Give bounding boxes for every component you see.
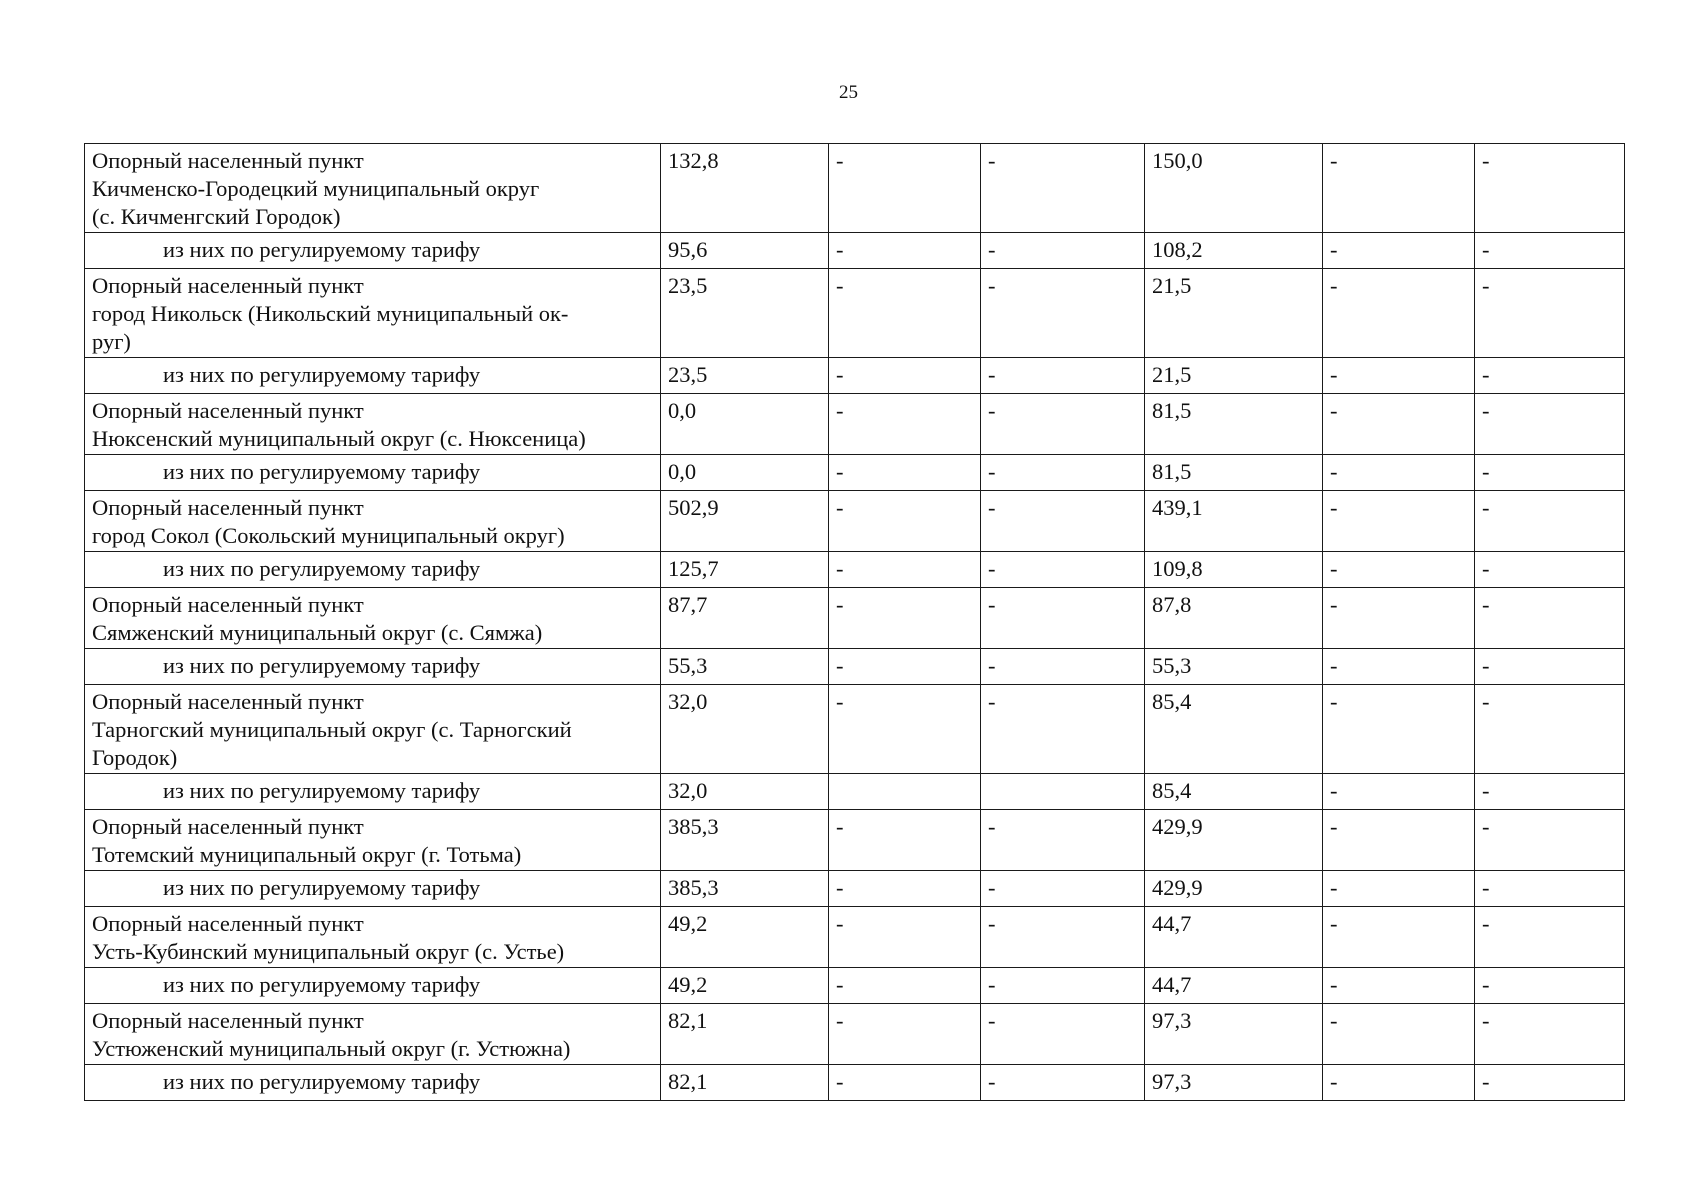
value-cell-col-1: 385,3 — [661, 871, 829, 907]
table-body — [85, 144, 1625, 1101]
value-cell-col-3: - — [981, 455, 1145, 491]
value-cell-col-1: 87,7 — [661, 588, 829, 649]
regulated-tariff-row — [85, 968, 1625, 1004]
value-cell-col-2: - — [829, 1065, 981, 1101]
regulated-tariff-label-cell: из них по регулируемому тарифу — [85, 968, 661, 1004]
value-cell-col-5: - — [1323, 144, 1475, 233]
regulated-tariff-label-cell: из них по регулируемому тарифу — [85, 1065, 661, 1101]
value-cell-col-1: 125,7 — [661, 552, 829, 588]
value-cell-col-5: - — [1323, 649, 1475, 685]
settlement-name-cell: Опорный населенный пункт Тотемский муниципальный округ (г. Тотьма) — [85, 810, 661, 871]
value-cell-col-6: - — [1475, 649, 1625, 685]
value-cell-col-1: 0,0 — [661, 455, 829, 491]
value-cell-col-2: - — [829, 871, 981, 907]
settlement-name-cell: Опорный населенный пункт город Сокол (Сокольский муниципальный округ) — [85, 491, 661, 552]
value-cell-col-5: - — [1323, 968, 1475, 1004]
value-cell-col-4: 81,5 — [1145, 455, 1323, 491]
value-cell-col-5: - — [1323, 491, 1475, 552]
page-number: 25 — [839, 82, 858, 103]
regulated-tariff-row — [85, 233, 1625, 269]
value-cell-col-2: - — [829, 144, 981, 233]
value-cell-col-5: - — [1323, 233, 1475, 269]
value-cell-col-2: - — [829, 1004, 981, 1065]
value-cell-col-6: - — [1475, 907, 1625, 968]
data-table — [84, 143, 1625, 1101]
value-cell-col-3: - — [981, 269, 1145, 358]
value-cell-col-6: - — [1475, 871, 1625, 907]
value-cell-col-2 — [829, 774, 981, 810]
regulated-tariff-label-cell: из них по регулируемому тарифу — [85, 233, 661, 269]
value-cell-col-4: 21,5 — [1145, 358, 1323, 394]
value-cell-col-1: 23,5 — [661, 269, 829, 358]
value-cell-col-6: - — [1475, 774, 1625, 810]
value-cell-col-6: - — [1475, 394, 1625, 455]
value-cell-col-3: - — [981, 810, 1145, 871]
value-cell-col-2: - — [829, 649, 981, 685]
value-cell-col-6: - — [1475, 588, 1625, 649]
value-cell-col-2: - — [829, 968, 981, 1004]
value-cell-col-1: 82,1 — [661, 1004, 829, 1065]
value-cell-col-1: 55,3 — [661, 649, 829, 685]
value-cell-col-6: - — [1475, 968, 1625, 1004]
value-cell-col-4: 439,1 — [1145, 491, 1323, 552]
regulated-tariff-label-cell: из них по регулируемому тарифу — [85, 358, 661, 394]
value-cell-col-4: 109,8 — [1145, 552, 1323, 588]
value-cell-col-2: - — [829, 685, 981, 774]
regulated-tariff-label-cell: из них по регулируемому тарифу — [85, 455, 661, 491]
regulated-tariff-label-cell: из них по регулируемому тарифу — [85, 552, 661, 588]
regulated-tariff-label-cell: из них по регулируемому тарифу — [85, 649, 661, 685]
value-cell-col-4: 85,4 — [1145, 774, 1323, 810]
settlement-name-cell: Опорный населенный пункт Нюксенский муниципальный округ (с. Нюксеница) — [85, 394, 661, 455]
value-cell-col-3: - — [981, 144, 1145, 233]
value-cell-col-3: - — [981, 358, 1145, 394]
settlement-name-cell: Опорный населенный пункт Устюженский муниципальный округ (г. Устюжна) — [85, 1004, 661, 1065]
value-cell-col-4: 85,4 — [1145, 685, 1323, 774]
regulated-tariff-label-cell: из них по регулируемому тарифу — [85, 871, 661, 907]
value-cell-col-4: 97,3 — [1145, 1065, 1323, 1101]
settlement-row — [85, 269, 1625, 358]
value-cell-col-3: - — [981, 491, 1145, 552]
value-cell-col-3: - — [981, 649, 1145, 685]
value-cell-col-5: - — [1323, 588, 1475, 649]
value-cell-col-4: 87,8 — [1145, 588, 1323, 649]
value-cell-col-3: - — [981, 588, 1145, 649]
value-cell-col-5: - — [1323, 269, 1475, 358]
value-cell-col-5: - — [1323, 552, 1475, 588]
settlement-row — [85, 810, 1625, 871]
value-cell-col-3: - — [981, 1065, 1145, 1101]
value-cell-col-2: - — [829, 588, 981, 649]
value-cell-col-4: 108,2 — [1145, 233, 1323, 269]
value-cell-col-6: - — [1475, 233, 1625, 269]
value-cell-col-3: - — [981, 1004, 1145, 1065]
regulated-tariff-label-cell: из них по регулируемому тарифу — [85, 774, 661, 810]
value-cell-col-4: 21,5 — [1145, 269, 1323, 358]
value-cell-col-6: - — [1475, 144, 1625, 233]
value-cell-col-6: - — [1475, 491, 1625, 552]
value-cell-col-4: 55,3 — [1145, 649, 1323, 685]
value-cell-col-6: - — [1475, 455, 1625, 491]
settlement-name-cell: Опорный населенный пункт город Никольск (Никольский муниципальный ок- руг) — [85, 269, 661, 358]
value-cell-col-5: - — [1323, 810, 1475, 871]
value-cell-col-2: - — [829, 810, 981, 871]
value-cell-col-6: - — [1475, 685, 1625, 774]
settlement-row — [85, 907, 1625, 968]
value-cell-col-4: 44,7 — [1145, 968, 1323, 1004]
value-cell-col-5: - — [1323, 907, 1475, 968]
value-cell-col-5: - — [1323, 455, 1475, 491]
regulated-tariff-row — [85, 552, 1625, 588]
value-cell-col-5: - — [1323, 871, 1475, 907]
value-cell-col-2: - — [829, 491, 981, 552]
regulated-tariff-row — [85, 455, 1625, 491]
value-cell-col-6: - — [1475, 552, 1625, 588]
settlement-name-cell: Опорный населенный пункт Сямженский муниципальный округ (с. Сямжа) — [85, 588, 661, 649]
value-cell-col-6: - — [1475, 269, 1625, 358]
value-cell-col-4: 150,0 — [1145, 144, 1323, 233]
value-cell-col-6: - — [1475, 1004, 1625, 1065]
value-cell-col-1: 49,2 — [661, 968, 829, 1004]
value-cell-col-3: - — [981, 968, 1145, 1004]
value-cell-col-5: - — [1323, 358, 1475, 394]
settlement-row — [85, 394, 1625, 455]
value-cell-col-2: - — [829, 358, 981, 394]
settlement-name-cell: Опорный населенный пункт Кичменско-Городецкий муниципальный округ (с. Кичменгский Городок) — [85, 144, 661, 233]
settlement-row — [85, 588, 1625, 649]
regulated-tariff-row — [85, 358, 1625, 394]
value-cell-col-4: 429,9 — [1145, 810, 1323, 871]
value-cell-col-4: 81,5 — [1145, 394, 1323, 455]
settlement-row — [85, 1004, 1625, 1065]
value-cell-col-3: - — [981, 552, 1145, 588]
value-cell-col-5: - — [1323, 1004, 1475, 1065]
value-cell-col-5: - — [1323, 774, 1475, 810]
value-cell-col-2: - — [829, 907, 981, 968]
value-cell-col-1: 95,6 — [661, 233, 829, 269]
value-cell-col-1: 0,0 — [661, 394, 829, 455]
value-cell-col-3: - — [981, 685, 1145, 774]
value-cell-col-3: - — [981, 871, 1145, 907]
value-cell-col-1: 32,0 — [661, 685, 829, 774]
value-cell-col-6: - — [1475, 1065, 1625, 1101]
value-cell-col-2: - — [829, 394, 981, 455]
regulated-tariff-row — [85, 1065, 1625, 1101]
settlement-row — [85, 685, 1625, 774]
value-cell-col-5: - — [1323, 1065, 1475, 1101]
value-cell-col-1: 82,1 — [661, 1065, 829, 1101]
value-cell-col-1: 23,5 — [661, 358, 829, 394]
value-cell-col-6: - — [1475, 810, 1625, 871]
value-cell-col-2: - — [829, 269, 981, 358]
regulated-tariff-row — [85, 774, 1625, 810]
value-cell-col-4: 44,7 — [1145, 907, 1323, 968]
value-cell-col-6: - — [1475, 358, 1625, 394]
value-cell-col-1: 32,0 — [661, 774, 829, 810]
settlement-row — [85, 491, 1625, 552]
value-cell-col-2: - — [829, 552, 981, 588]
value-cell-col-3: - — [981, 907, 1145, 968]
value-cell-col-2: - — [829, 233, 981, 269]
settlement-row — [85, 144, 1625, 233]
value-cell-col-1: 385,3 — [661, 810, 829, 871]
value-cell-col-4: 429,9 — [1145, 871, 1323, 907]
value-cell-col-2: - — [829, 455, 981, 491]
value-cell-col-4: 97,3 — [1145, 1004, 1323, 1065]
value-cell-col-5: - — [1323, 685, 1475, 774]
settlement-name-cell: Опорный населенный пункт Усть-Кубинский муниципальный округ (с. Устье) — [85, 907, 661, 968]
value-cell-col-3: - — [981, 233, 1145, 269]
value-cell-col-3: - — [981, 394, 1145, 455]
value-cell-col-5: - — [1323, 394, 1475, 455]
value-cell-col-1: 502,9 — [661, 491, 829, 552]
settlement-name-cell: Опорный населенный пункт Тарногский муниципальный округ (с. Тарногский Городок) — [85, 685, 661, 774]
regulated-tariff-row — [85, 871, 1625, 907]
regulated-tariff-row — [85, 649, 1625, 685]
value-cell-col-3 — [981, 774, 1145, 810]
value-cell-col-1: 49,2 — [661, 907, 829, 968]
value-cell-col-1: 132,8 — [661, 144, 829, 233]
